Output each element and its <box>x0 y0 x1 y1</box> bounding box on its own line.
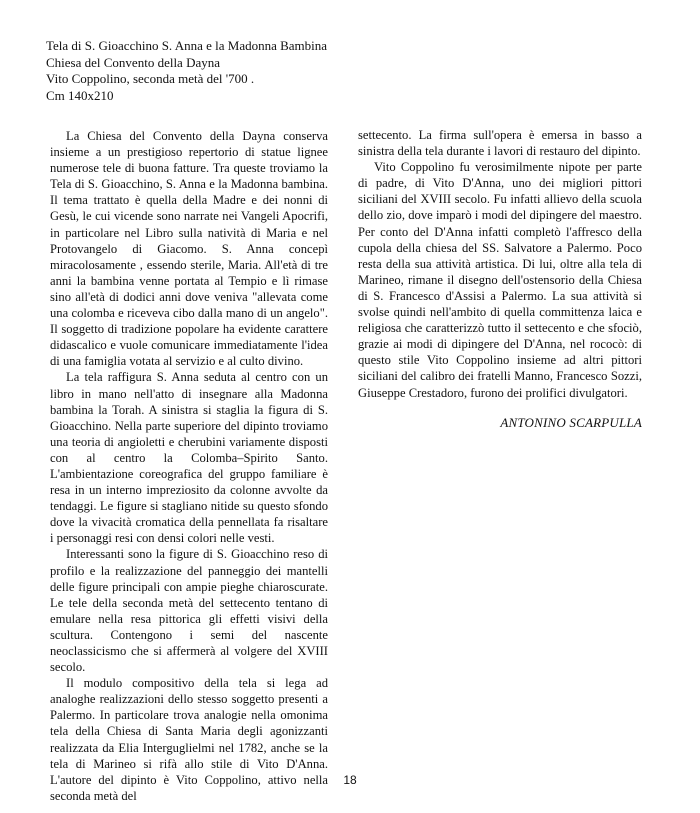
paragraph: settecento. La firma sull'opera è emersa in basso a sinistra della tela durante i lavori di restauro del dipinto. <box>358 128 642 159</box>
article-author: ANTONINO SCARPULLA <box>500 414 642 430</box>
paragraph: Il modulo compositivo della tela si lega ad analoghe realizzazioni dello stesso soggetto presenti a Palermo. In particolare trova analogie nella omonima tela della Chiesa di Santa Maria degli agonizzanti realizzata da Elia Interguglielmi nel 1782, anche se la tela di Marineo si rifà allo stile di Vito D'Anna. L'autore del dipinto è Vito Coppolino, attivo nella seconda metà del <box>50 676 328 803</box>
paragraph: Interessanti sono la figure di S. Gioacchino reso di profilo e la realizzazione del panneggio dei mantelli delle figure principali con ampie pieghe chiaroscurate. Le tele della seconda metà del settecento tentano di emulare nella resa pittorica gli effetti visivi della scultura. Contengono i semi del nascente neoclassicismo che si affermerà al volgere del XVIII secolo. <box>50 547 328 675</box>
paragraph: La Chiesa del Convento della Dayna conserva insieme a un prestigioso repertorio di statue lignee numerose tele di buona fatture. Tra queste troviamo la Tela di S. Gioacchino, S. Anna e la Madonna bambina. Il tema trattato è quella della Madre e dei nonni di Gesù, le cui vicende sono narrate nei Vangeli Apocrifi, in particolare nel Libro sulla natività di Maria e nel Protovangelo di Giacomo. S. Anna concepì miracolosamente , essendo sterile, Maria. All'età di tre anni la bambina venne portata al Tempio e lì rimase sino all'età di dodici anni dove veniva "allevata come una colomba e riceveva cibo dalla mano di un angelo". Il soggetto di tradizione popolare ha evidente carattere didascalico e vuole comunicare immediatamente l'idea di una famiglia votata al servizio e al culto divino. <box>50 129 328 369</box>
right-text-column <box>358 127 642 431</box>
paragraph: Vito Coppolino fu verosimilmente nipote per parte di padre, di Vito D'Anna, uno dei migliori pittori siciliani del XVIII secolo. Fu infatti allievo della scuola dello zio, dove imparò i modi del dipingere del maestro. Per conto del D'Anna infatti completò l'affresco della cupola della chiesa del SS. Salvatore a Palermo. Poco resta della sua attività artistica. Di lui, oltre alla tela di Marineo, rimane il disegno dell'ostensorio della Chiesa di S. Francesco d'Assisi a Palermo. La sua attività si svolse quindi nell'ambito di quella committenza laica e religiosa che caratterizzò tutto il settecento e che sfociò, grazie ai modi di dipingere del D'Anna, nel rococò: di questo stile Vito Coppolino insieme ad altri pittori siciliani del calibro dei fratelli Manno, Francesco Sozzi, Giuseppe Crestadoro, furono dei prolifici divulgatori. <box>358 160 642 400</box>
caption-dimensions: Cm 140x210 <box>46 87 114 103</box>
left-text-column <box>50 128 328 804</box>
paragraph: La tela raffigura S. Anna seduta al centro con un libro in mano nell'atto di insegnare alla Madonna bambina la Torah. A sinistra si staglia la figura di S. Gioacchino. Nella parte superiore del dipinto troviamo una teoria di angioletti e cherubini variamente disposti con al centro la Colomba–Spirito Santo. L'ambientazione coreografica del gruppo familiare è resa in un interno impreziosito da colonne avvolte da tendaggi. Le figure si stagliano nitide su questo sfondo dove la vivacità cromatica della pennellata fa risaltare i personaggi resi con densi colori nelle vesti. <box>50 370 328 546</box>
page-number: 18 <box>343 773 357 787</box>
caption-title: Tela di S. Gioacchino S. Anna e la Madonna Bambina <box>46 38 328 53</box>
caption-author-date: Vito Coppolino, seconda metà del '700 . <box>46 71 255 86</box>
artwork-caption <box>46 38 346 104</box>
caption-location: Chiesa del Convento della Dayna <box>46 54 221 70</box>
